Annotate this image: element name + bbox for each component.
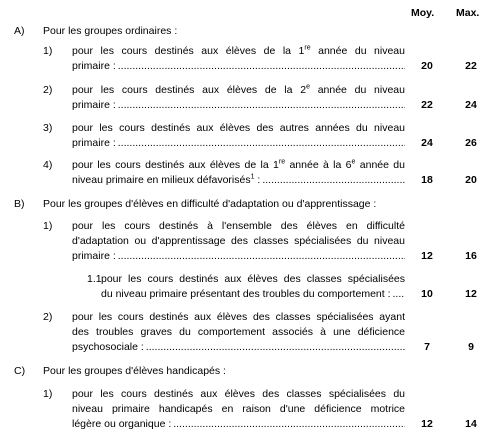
value-max: 24 xyxy=(465,99,477,111)
value-moy: 18 xyxy=(421,174,433,186)
item-number: 1) xyxy=(43,45,53,57)
item-number: 4) xyxy=(43,159,53,171)
item-text: pour les cours destinés aux élèves de la 1re année du niveau primaire : ..... xyxy=(72,44,405,74)
section-title: Pour les groupes d'élèves en difficulté d'adaptation ou d'apprentissage : xyxy=(43,198,377,210)
value-max: 12 xyxy=(465,288,477,300)
item-text: pour les cours destinés aux élèves des classes spécialisées du niveau primaire handicapés en raison d'une déficience motrice légère ou organique : ..... xyxy=(72,387,405,432)
section-letter: B) xyxy=(14,198,25,210)
item-text: pour les cours destinés aux élèves de la 1re année à la 6e année du niveau primaire en milieux défavorisés$^1$ : ..... xyxy=(72,158,405,188)
value-max: 9 xyxy=(468,341,474,353)
value-max: 14 xyxy=(465,418,477,430)
item-text: pour les cours destinés aux élèves de la 2e année du niveau primaire : ..... xyxy=(72,83,405,113)
item-text: pour les cours destinés aux élèves des classes spécialisées du niveau primaire présentant des troubles du comportement : ..... xyxy=(101,272,405,302)
value-moy: 22 xyxy=(421,99,433,111)
item-text: pour les cours destinés aux élèves des autres années du niveau primaire : ..... xyxy=(72,121,405,151)
item-number: 2) xyxy=(43,311,53,323)
section-title: Pour les groupes ordinaires : xyxy=(43,25,178,37)
value-moy: 24 xyxy=(421,137,433,149)
section-letter: C) xyxy=(14,365,26,377)
item-text: pour les cours destinés aux élèves des classes spécialisées ayant des troubles graves du comportement associés à une déficience psychosociale : ..... xyxy=(72,310,405,355)
value-max: 22 xyxy=(465,60,477,72)
item-number: 3) xyxy=(43,122,53,134)
item-text: pour les cours destinés à l'ensemble des élèves en difficulté d'adaptation ou d'apprentissage des classes spécialisées du niveau primaire : ..... xyxy=(72,219,405,264)
column-header-max: Max. xyxy=(456,7,480,19)
section-letter: A) xyxy=(14,25,25,37)
section-title: Pour les groupes d'élèves handicapés : xyxy=(43,365,226,377)
item-number: 1) xyxy=(43,220,53,232)
value-moy: 10 xyxy=(421,288,433,300)
item-number: 1.1 xyxy=(87,273,102,285)
value-moy: 7 xyxy=(424,341,430,353)
value-moy: 20 xyxy=(421,60,433,72)
value-moy: 12 xyxy=(421,418,433,430)
column-header-moy: Moy. xyxy=(411,7,435,19)
value-moy: 12 xyxy=(421,250,433,262)
value-max: 16 xyxy=(465,250,477,262)
value-max: 26 xyxy=(465,137,477,149)
item-number: 2) xyxy=(43,84,53,96)
item-number: 1) xyxy=(43,388,53,400)
value-max: 20 xyxy=(465,174,477,186)
